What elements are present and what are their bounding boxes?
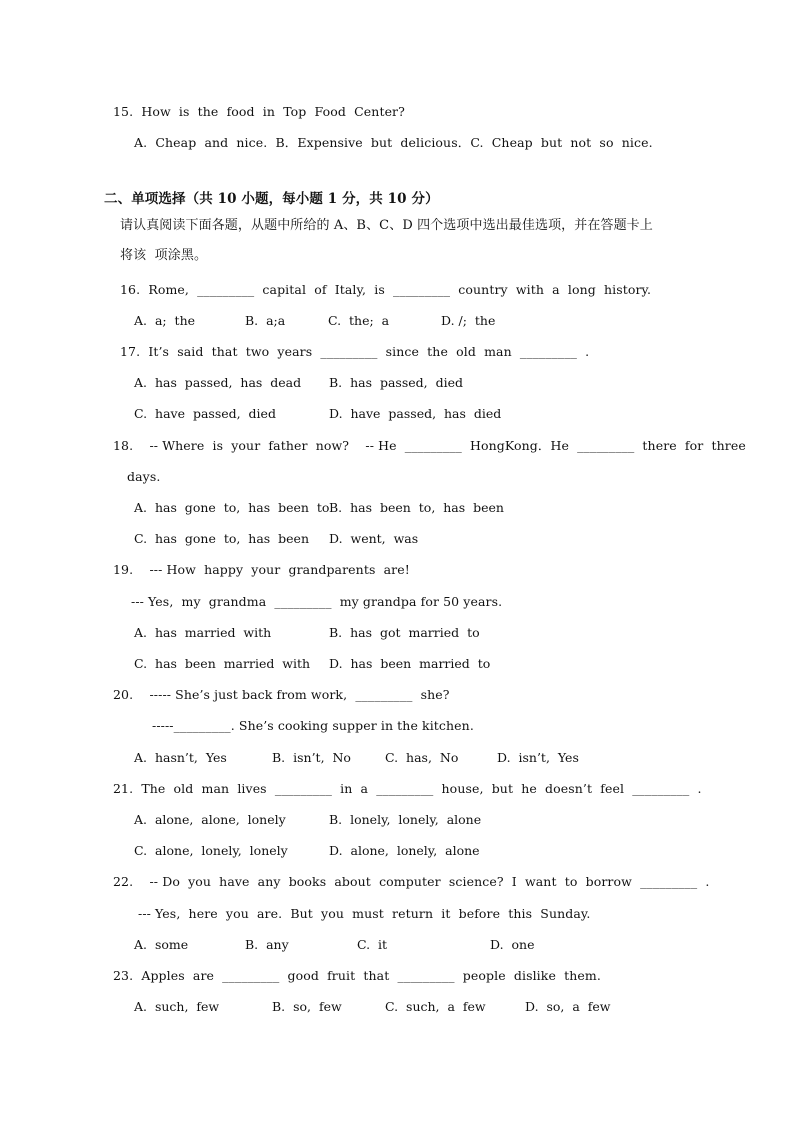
question-20-option-b: B. isn’t, No — [272, 750, 351, 765]
question-21-option-d: D. alone, lonely, alone — [329, 843, 480, 858]
question-23-option-a: A. such, few — [134, 999, 220, 1014]
question-20-option-d: D. isn’t, Yes — [497, 750, 579, 765]
question-21-option-b: B. lonely, lonely, alone — [329, 812, 482, 827]
question-22-stem: 22. -- Do you have any books about computer science? I want to borrow _________ . — [113, 874, 710, 889]
question-17-option-d: D. have passed, has died — [329, 406, 502, 421]
question-23-stem: 23. Apples are _________ good fruit that _________ people dislike them. — [113, 968, 601, 983]
question-18-option-b: B. has been to, has been — [329, 500, 504, 515]
question-21-stem: 21. The old man lives _________ in a _________ house, but he doesn’t feel _________ . — [113, 781, 702, 796]
question-19-option-a: A. has married with — [134, 625, 272, 640]
question-18-option-a: A. has gone to, has been to — [134, 500, 330, 515]
question-16-option-c: C. the; a — [328, 313, 390, 328]
question-17-option-a: A. has passed, has dead — [134, 375, 302, 390]
question-19-option-c: C. has been married with — [134, 656, 311, 671]
question-20-stem-continued: -----_________. She’s cooking supper in the kitchen. — [152, 718, 474, 733]
question-20-option-c: C. has, No — [385, 750, 459, 765]
question-18-stem-continued: days. — [127, 469, 161, 484]
question-22-option-c: C. it — [357, 937, 388, 952]
question-17-stem: 17. It’s said that two years _________ since the old man _________ . — [120, 344, 590, 359]
question-23-option-b: B. so, few — [272, 999, 342, 1014]
question-20-option-a: A. hasn’t, Yes — [134, 750, 227, 765]
question-15-stem: 15. How is the food in Top Food Center? — [113, 104, 405, 119]
section-heading: 二、单项选择（共 10 小题，每小题 1 分，共 10 分） — [104, 191, 439, 207]
question-16-stem: 16. Rome, _________ capital of Italy, is _________ country with a long history. — [120, 282, 652, 297]
question-19-option-d: D. has been married to — [329, 656, 491, 671]
question-22-option-b: B. any — [245, 937, 289, 952]
question-23-option-c: C. such, a few — [385, 999, 486, 1014]
question-19-stem: 19. --- How happy your grandparents are! — [113, 562, 410, 577]
question-16-option-a: A. a; the — [134, 313, 196, 328]
question-17-option-b: B. has passed, died — [329, 375, 463, 390]
question-19-option-b: B. has got married to — [329, 625, 480, 640]
question-19-stem-continued: --- Yes, my grandma _________ my grandpa for 50 years. — [131, 594, 503, 609]
question-15-options: A. Cheap and nice. B．Expensive but delicious．C. Cheap but not so nice. — [134, 135, 653, 150]
question-23-option-d: D. so, a few — [525, 999, 611, 1014]
question-22-stem-continued: --- Yes, here you are. But you must return it before this Sunday. — [138, 906, 591, 921]
question-16-option-b: B. a;a — [245, 313, 286, 328]
section-instruction-line1: 请认真阅读下面各题，从题中所给的 A、B、C、D 四个选项中选出最佳选项，并在答题卡上 — [120, 218, 653, 233]
question-21-option-a: A. alone, alone, lonely — [134, 812, 286, 827]
question-18-stem: 18. -- Where is your father now? -- He _________ HongKong．He _________ there for three — [113, 438, 746, 453]
section-instruction-line2: 将该 项涂黑。 — [120, 248, 208, 263]
question-20-stem: 20. ----- She’s just back from work, _________ she? — [113, 687, 450, 702]
question-18-option-c: C. has gone to, has been — [134, 531, 310, 546]
question-22-option-a: A. some — [134, 937, 189, 952]
question-17-option-c: C. have passed, died — [134, 406, 276, 421]
question-18-option-d: D. went, was — [329, 531, 419, 546]
question-22-option-d: D. one — [490, 937, 535, 952]
question-16-option-d: D. /; the — [441, 313, 496, 328]
question-21-option-c: C. alone, lonely, lonely — [134, 843, 288, 858]
